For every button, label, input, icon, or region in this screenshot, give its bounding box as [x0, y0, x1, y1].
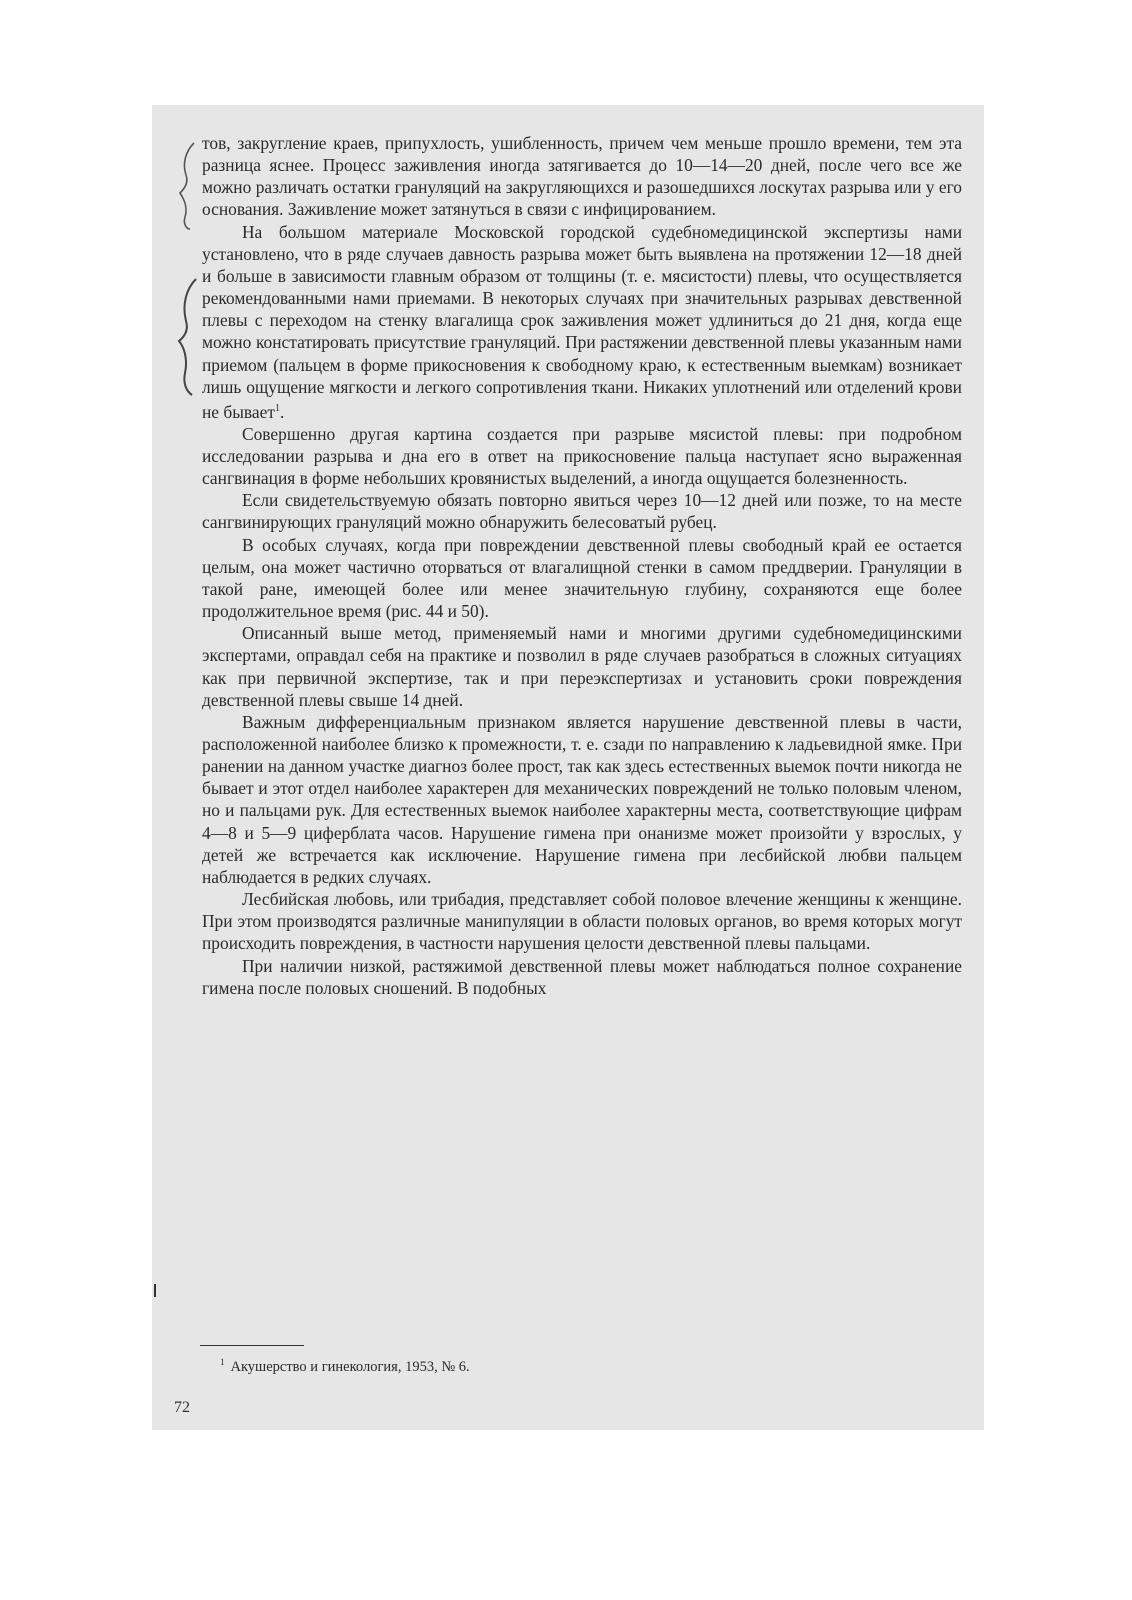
- paragraph-5: В особых случаях, когда при повреждении девственной плевы свободный край ее остается целым, она может частично оторваться от влагалищной стенки в самом преддверии. Грануляции в такой ране, имеющей более или менее значительную глубину, сохраняются еще более продолжительное время (рис. 44 и 50).: [202, 534, 962, 622]
- paragraph-1: тов, закругление краев, припухлость, ушибленность, причем чем меньше прошло времени, тем эта разница яснее. Процесс заживления иногда затягивается до 10—14—20 дней, после чего все же можно различать остатки грануляций на закругляющихся и разошедшихся лоскутах разрыва или у его основания. Заживление может затянуться в связи с инфицированием.: [202, 133, 962, 220]
- footnote-divider: [200, 1345, 304, 1346]
- footnote-reference: 1: [274, 402, 280, 414]
- margin-bracket-mark-2: [176, 277, 202, 397]
- margin-tick-mark: [152, 1283, 158, 1299]
- paragraph-9: При наличии низкой, растяжимой девственной плевы может наблюдаться полное сохранение гимена после половых сношений. В подобных: [202, 955, 962, 998]
- paragraph-2: На большом материале Московской городской судебномедицинской экспертизы нами установлено, что в ряде случаев давность разрыва может быть выявлена на протяжении 12—18 дней и больше в зависимости главным образом от толщины (т. е. мясистости) плевы, что осуществляется рекомендованными нами приемами. В некоторых случаях при значительных разрывах девственной плевы с переходом на стенку влагалища срок заживления может удлиниться до 21 дня, когда еще можно констатировать присутствие грануляций. При растяжении девственной плевы указанным нами приемом (пальцем в форме прикосновения к свободному краю, к естественным выемкам) возникает лишь ощущение мягкости и легкого сопротивления ткани. Никаких уплотнений или отделений крови не бывает$^1$.: [202, 221, 962, 422]
- main-text: [202, 132, 962, 999]
- footnote-text: Акушерство и гинекология, 1953, № 6.: [230, 1358, 470, 1375]
- footnote: [220, 1357, 470, 1376]
- page-number: 72: [174, 1399, 190, 1416]
- paragraph-3: Совершенно другая картина создается при разрыве мясистой плевы: при подробном исследовании разрыва и дна его в ответ на прикосновение пальца наступает ясно выраженная сангвинация в форме небольших кровянистых выделений, а иногда ощущается болезненность.: [202, 423, 962, 489]
- footnote-marker: 1: [220, 1357, 225, 1367]
- paragraph-6: Описанный выше метод, применяемый нами и многими другими судебномедицинскими экспертами, оправдал себя на практике и позволил в ряде случаев разобраться в сложных ситуациях как при первичной экспертизе, так и при переэкспертизах и установить сроки повреждения девственной плевы свыше 14 дней.: [202, 623, 962, 710]
- paragraph-8: Лесбийская любовь, или трибадия, представляет собой половое влечение женщины к женщине. При этом производятся различные манипуляции в области половых органов, во время которых могут происходить повреждения, в частности нарушения целости девственной плевы пальцами.: [202, 889, 962, 954]
- paragraph-2-text: На большом материале Московской городской судебномедицинской экспертизы нами установлено, что в ряде случаев давность разрыва может быть выявлена на протяжении 12—18 дней и больше в зависимости главным образом от толщины (т. е. мясистости) плевы, что осуществляется рекомендованными нами приемами. В некоторых случаях при значительных разрывах девственной плевы с переходом на стенку влагалища срок заживления может удлиниться до 21 дня, когда еще можно констатировать присутствие грануляций. При растяжении девственной плевы указанным нами приемом (пальцем в форме прикосновения к свободному краю, к естественным выемкам) возникает лишь ощущение мягкости и легкого сопротивления ткани. Никаких уплотнений или отделений крови не бывает: [202, 221, 962, 422]
- book-page: [152, 105, 984, 1430]
- margin-bracket-mark-1: [178, 141, 202, 231]
- paragraph-7: Важным дифференциальным признаком является нарушение девственной плевы в части, расположенной наиболее близко к промежности, т. е. сзади по направлению к ладьевидной ямке. При ранении на данном участке диагноз более прост, так как здесь естественных выемок почти никогда не бывает и этот отдел наиболее характерен для механических повреждений не только половым членом, но и пальцами рук. Для естественных выемок наиболее характерны места, соответствующие цифрам 4—8 и 5—9 циферблата часов. Нарушение гимена при онанизме может произойти у взрослых, у детей же встречается как исключение. Нарушение гимена при лесбийской любви пальцем наблюдается в редких случаях.: [202, 711, 962, 887]
- paragraph-4: Если свидетельствуемую обязать повторно явиться через 10—12 дней или позже, то на месте сангвинирующих грануляций можно обнаружить белесоватый рубец.: [202, 490, 962, 533]
